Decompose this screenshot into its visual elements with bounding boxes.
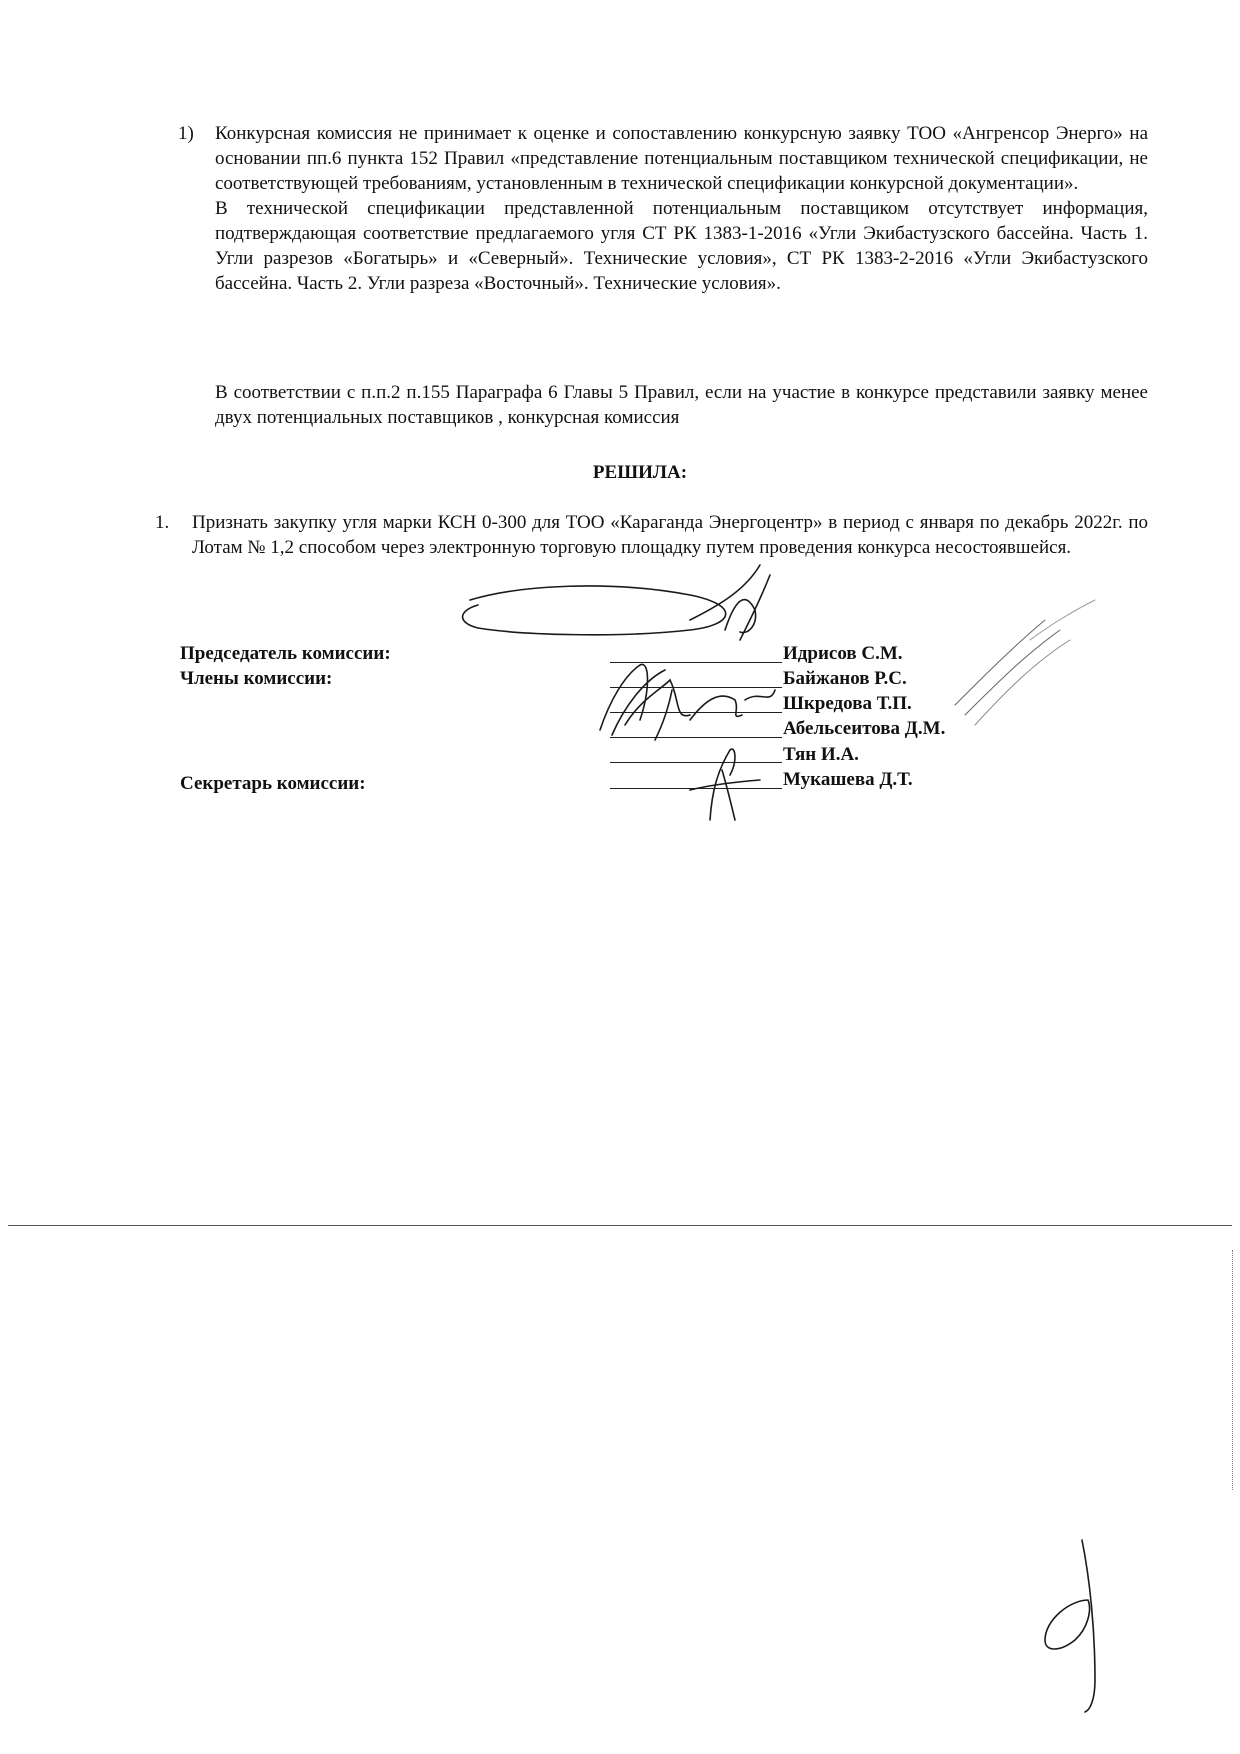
- signatory-name: Мукашева Д.Т.: [783, 769, 913, 790]
- item-1-paragraph-2: В технической спецификации представленной потенциальным поставщиком отсутствует информация, подтверждающая соответствие предлагаемого угля СТ РК 1383-1-2016 «Угли Экибастузского бассейна. Часть 1. Угли разрезов «Богатырь» и «Северный». Технические условия», СТ РК 1383-2-2016 «Угли Экибастузского бассейна. Часть 2. Угли разреза «Восточный». Технические условия».: [215, 198, 1148, 294]
- item-1-paragraph-1: Конкурсная комиссия не принимает к оценке и сопоставлению конкурсную заявку ТОО «Ангренсор Энерго» на основании пп.6 пункта 152 Правил «представление потенциальным поставщиком технической спецификации, не соответствующей требованиям, установленным в технической спецификации конкурсной документации».: [215, 123, 1148, 194]
- chair-label: Председатель комиссии:: [180, 643, 391, 664]
- conformity-paragraph: В соответствии с п.п.2 п.155 Параграфа 6 Главы 5 Правил, если на участие в конкурсе представили заявку менее двух потенциальных поставщиков , конкурсная комиссия: [215, 382, 1148, 428]
- item-1-body: [215, 121, 1148, 296]
- signatory-name: Тян И.А.: [783, 744, 859, 765]
- signatory-name: Идрисов С.М.: [783, 643, 903, 664]
- item-1: [178, 121, 1148, 296]
- signature-line: [610, 788, 782, 789]
- members-label: Члены комиссии:: [180, 668, 333, 689]
- decision-number: 1.: [155, 512, 170, 533]
- signature-line: [610, 737, 782, 738]
- page-divider: [8, 1225, 1232, 1226]
- signature-line: [610, 662, 782, 663]
- scan-edge-dots: [1232, 1250, 1235, 1490]
- decision-heading: РЕШИЛА:: [592, 462, 688, 483]
- secretary-label: Секретарь комиссии:: [180, 773, 366, 794]
- decision-item: [155, 510, 1148, 560]
- decision-text: Признать закупку угля марки КСН 0-300 для ТОО «Караганда Энергоцентр» в период с января по декабрь 2022г. по Лотам № 1,2 способом через электронную торговую площадку путем проведения конкурса несостоявшейся.: [192, 512, 1148, 558]
- signatory-name: Байжанов Р.С.: [783, 668, 907, 689]
- signature-line: [610, 687, 782, 688]
- signature-line: [610, 762, 782, 763]
- signature-line: [610, 712, 782, 713]
- signatory-name: Шкредова Т.П.: [783, 693, 912, 714]
- item-1-number: 1): [178, 123, 194, 144]
- signatory-name: Абельсеитова Д.М.: [783, 718, 946, 739]
